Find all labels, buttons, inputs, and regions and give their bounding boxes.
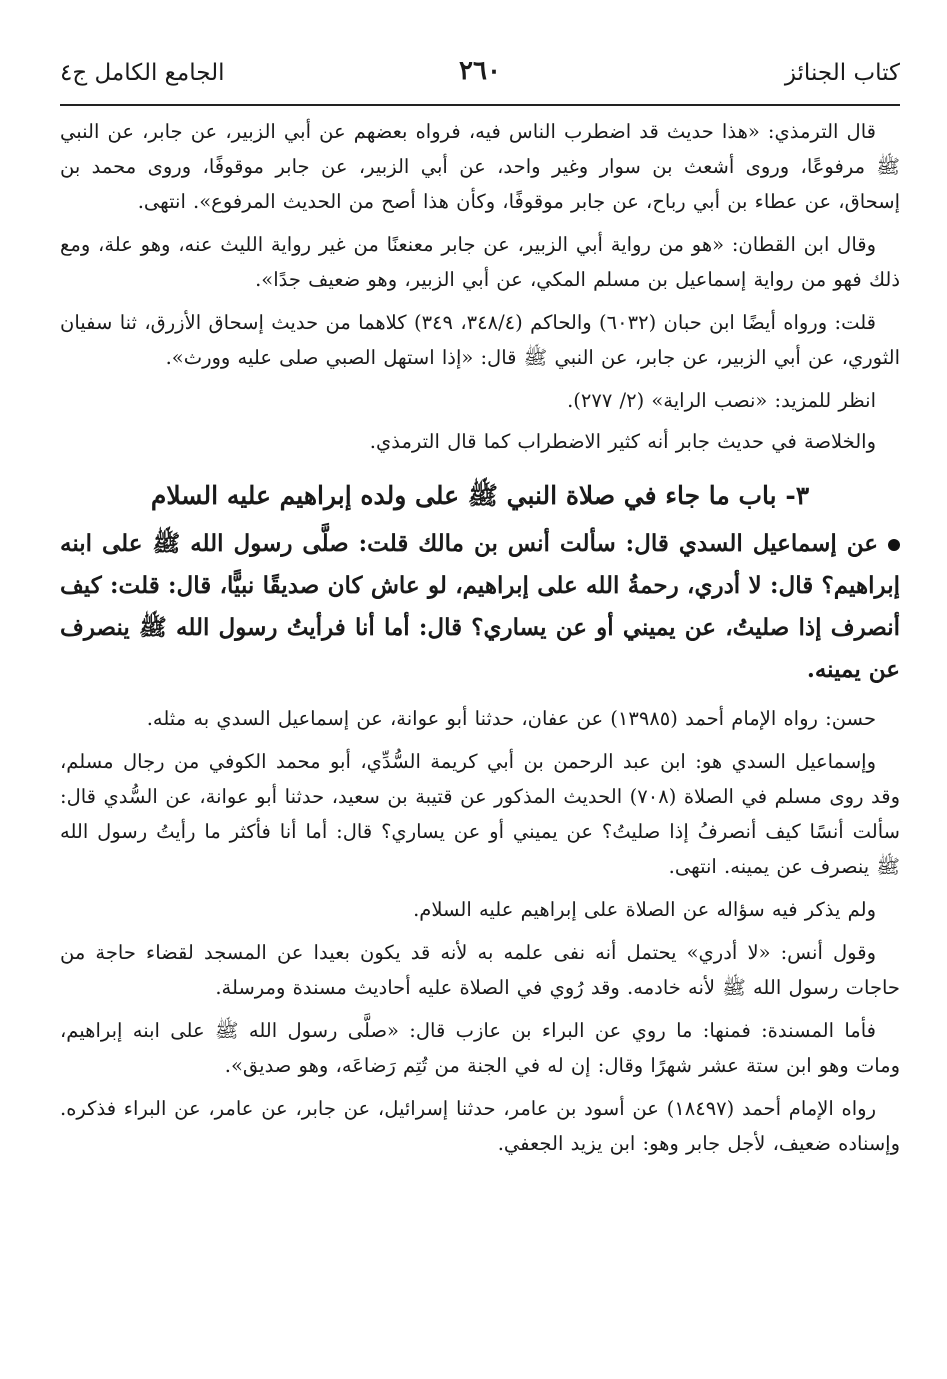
volume-title: الجامع الكامل ج٤ (60, 60, 225, 86)
paragraph-see-more: انظر للمزيد: «نصب الراية» (٢/ ٢٧٧). (567, 389, 876, 412)
paragraph-grading: حسن: رواه الإمام أحمد (١٣٩٨٥) عن عفان، حدثنا أبو عوانة، عن إسماعيل السدي به مثله. (146, 707, 876, 730)
chapter-title: ٣- باب ما جاء في صلاة النبي ﷺ على ولده إبراهيم عليه السلام (150, 481, 810, 510)
paragraph-suddi: وإسماعيل السدي هو: ابن عبد الرحمن بن أبي كريمة السُّدِّي، أبو محمد الكوفي من رجال مسلم، وقد روى مسلم في الصلاة (٧٠٨) الحديث المذكور عن قتيبة بن سعيد، حدثنا أبو عوانة، عن السُّدي قال: سألت أنسًا كيف أنصرفُ إذا صليتُ؟ عن يميني أو عن يساري؟ قال: أما أنا فأكثر ما رأيتُ رسول الله ﷺ ينصرف عن يمينه. انتهى. (60, 750, 901, 878)
page-header (60, 56, 900, 96)
paragraph-ahmad: رواه الإمام أحمد (١٨٤٩٧) عن أسود بن عامر، حدثنا إسرائيل، عن جابر، عن عامر، عن البراء فذكره. وإسناده ضعيف، لأجل جابر وهو: ابن يزيد الجعفي. (60, 1097, 900, 1155)
book-title: كتاب الجنائز (784, 60, 900, 86)
paragraph-summary: والخلاصة في حديث جابر أنه كثير الاضطراب كما قال الترمذي. (369, 430, 876, 453)
bullet-icon (888, 539, 900, 551)
hadith-text: عن إسماعيل السدي قال: سألت أنس بن مالك قلت: صلَّى رسول الله ﷺ على ابنه إبراهيم؟ قال: لا أدري، رحمةُ الله على إبراهيم، لو عاش كان صديقًا نبيًّا، قال: قلت: كيف أنصرف إذا صليتُ، عن يميني أو عن يساري؟ قال: أما أنا فرأيتُ رسول الله ﷺ ينصرف عن يمينه. (60, 530, 900, 683)
paragraph-qult: قلت: ورواه أيضًا ابن حبان (٦٠٣٢) والحاكم (٣٤٨/٤، ٣٤٩) كلاهما من حديث إسحاق الأزرق، ثنا سفيان الثوري، عن أبي الزبير، عن جابر، عن النبي ﷺ قال: «إذا استهل الصبي صلى عليه وورث». (60, 311, 900, 369)
paragraph-musnad: فأما المسندة: فمنها: ما روي عن البراء بن عازب قال: «صلَّى رسول الله ﷺ على ابنه إبراهيم، ومات وهو ابن ستة عشر شهرًا وقال: إن له في الجنة من تُتِم رَضاعَه، وهو صديق». (60, 1019, 900, 1077)
paragraph-anas-comment: وقول أنس: «لا أدري» يحتمل أنه نفى علمه به لأنه قد يكون بعيدا عن المسجد لقضاء حاجة من حاجات رسول الله ﷺ لأنه خادمه. وقد رُوي في الصلاة عليه أحاديث مسندة ومرسلة. (60, 941, 900, 999)
header-rule (60, 104, 900, 106)
hadith-main (60, 523, 900, 691)
paragraph-no-mention: ولم يذكر فيه سؤاله عن الصلاة على إبراهيم عليه السلام. (413, 898, 876, 921)
page-body (60, 114, 900, 1169)
paragraph-ibn-qattan: وقال ابن القطان: «هو من رواية أبي الزبير، عن جابر معنعنًا من غير رواية الليث عنه، وهو علة، ومع ذلك فهو من رواية إسماعيل بن مسلم المكي، عن أبي الزبير، وهو ضعيف جدًا». (60, 233, 900, 291)
page-number: ٢٦٠ (459, 56, 501, 86)
paragraph-tirmidhi: قال الترمذي: «هذا حديث قد اضطرب الناس فيه، فرواه بعضهم عن أبي الزبير، عن جابر، عن النبي ﷺ مرفوعًا، وروى أشعث بن سوار وغير واحد، عن أبي الزبير، عن جابر موقوفًا، وروى محمد بن إسحاق، عن عطاء بن أبي رباح، عن جابر موقوفًا، وكأن هذا أصح من الحديث المرفوع». انتهى. (60, 120, 900, 213)
